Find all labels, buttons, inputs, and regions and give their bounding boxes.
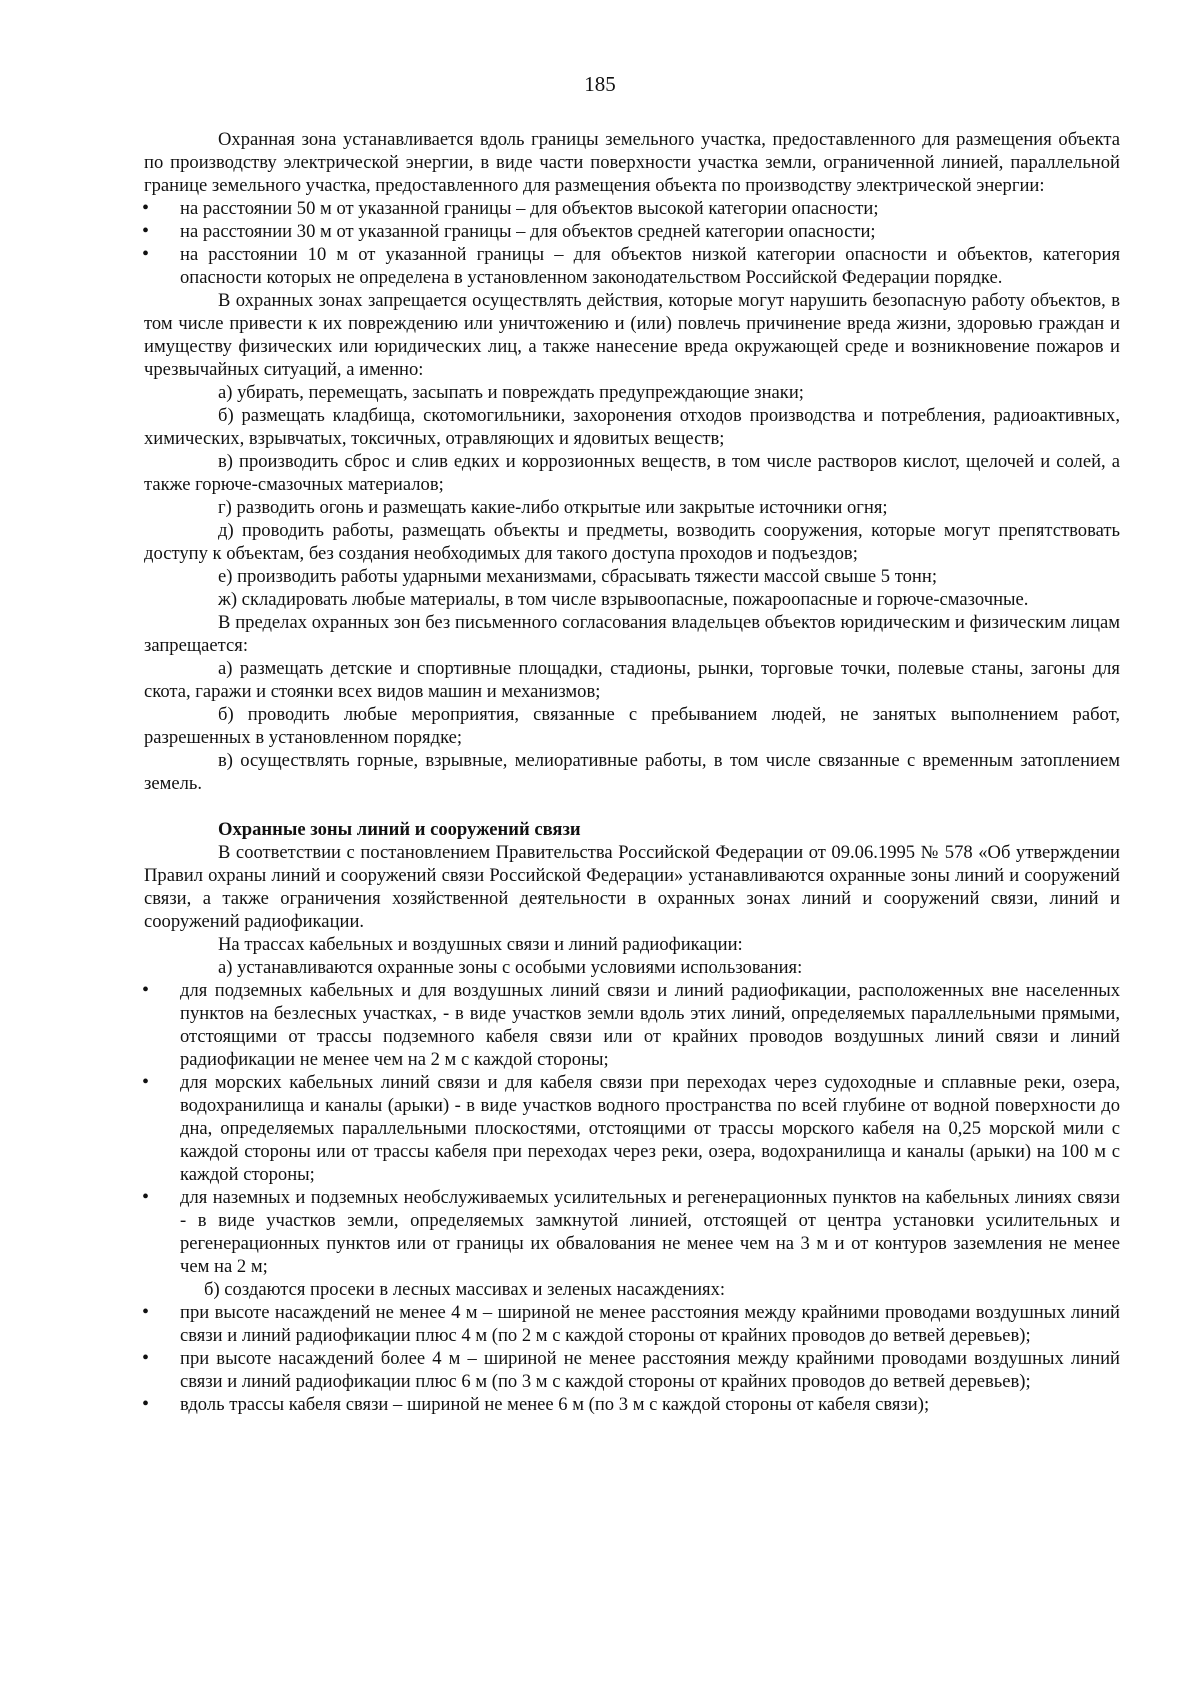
list-item: в) производить сброс и слив едких и коррозионных веществ, в том числе растворов кислот, щелочей и солей, а также горюче-смазочных материалов;	[144, 451, 1120, 495]
list-item: • при высоте насаждений более 4 м – шириной не менее расстояния между крайними проводами воздушных линий связи и линий радиофикации плюс 6 м (по 3 м с каждой стороны от крайних проводов до ветвей деревьев);	[144, 1347, 1120, 1393]
paragraph: В соответствии с постановлением Правительства Российской Федерации от 09.06.1995 № 578 «Об утверждении Правил охраны линий и сооружений связи Российской Федерации» устанавливаются охранные зоны линий и сооружений связи, а также ограничения хозяйственной деятельности в охранных зонах линий и сооружений связи, линий и сооружений радиофикации.	[144, 842, 1120, 932]
paragraph: В пределах охранных зон без письменного согласования владельцев объектов юридическим и физическим лицам запрещается:	[144, 612, 1120, 656]
paragraph: Охранная зона устанавливается вдоль границы земельного участка, предоставленного для размещения объекта по производству электрической энергии, в виде части поверхности участка земли, ограниченной линией, параллельной границе земельного участка, предоставленного для размещения объекта по производству электрической энергии:	[144, 129, 1120, 196]
list-item: б) размещать кладбища, скотомогильники, захоронения отходов производства и потребления, радиоактивных, химических, взрывчатых, токсичных, отравляющих и ядовитых веществ;	[144, 405, 1120, 449]
list-item: • на расстоянии 10 м от указанной границы – для объектов низкой категории опасности и объектов, категория опасности которых не определена в установленном законодательством Российской Федерации порядке.	[144, 243, 1120, 289]
page-content	[144, 128, 1120, 1416]
bullet-list	[144, 1301, 1120, 1416]
bullet-list	[144, 197, 1120, 289]
list-item: д) проводить работы, размещать объекты и предметы, возводить сооружения, которые могут препятствовать доступу к объектам, без создания необходимых для такого доступа проходов и подъездов;	[144, 520, 1120, 564]
list-item: б) проводить любые мероприятия, связанные с пребыванием людей, не занятых выполнением работ, разрешенных в установленном порядке;	[144, 704, 1120, 748]
paragraph: В охранных зонах запрещается осуществлять действия, которые могут нарушить безопасную работу объектов, в том числе привести к их повреждению или уничтожению и (или) повлечь причинение вреда жизни, здоровью граждан и имуществу физических или юридических лиц, а также нанесение вреда окружающей среде и возникновение пожаров и чрезвычайных ситуаций, а именно:	[144, 290, 1120, 380]
list-item: • на расстоянии 30 м от указанной границы – для объектов средней категории опасности;	[144, 220, 1120, 243]
list-item: ж) складировать любые материалы, в том числе взрывоопасные, пожароопасные и горюче-смазочные.	[218, 589, 1029, 610]
list-item: а) убирать, перемещать, засыпать и повреждать предупреждающие знаки;	[218, 382, 804, 403]
paragraph: На трассах кабельных и воздушных связи и линий радиофикации:	[218, 934, 743, 955]
list-item: в) осуществлять горные, взрывные, мелиоративные работы, в том числе связанные с временным затоплением земель.	[144, 750, 1120, 794]
list-item: а) устанавливаются охранные зоны с особыми условиями использования:	[218, 957, 803, 978]
list-item: • при высоте насаждений не менее 4 м – шириной не менее расстояния между крайними проводами воздушных линий связи и линий радиофикации плюс 4 м (по 2 м с каждой стороны от крайних проводов до ветвей деревьев);	[144, 1301, 1120, 1347]
list-item: • для морских кабельных линий связи и для кабеля связи при переходах через судоходные и сплавные реки, озера, водохранилища и каналы (арыки) - в виде участков водного пространства по всей глубине от водной поверхности до дна, определяемых параллельными плоскостями, отстоящими от трассы морского кабеля на 0,25 морской мили с каждой стороны или от трассы кабеля при переходах через реки, озера, водохранилища и каналы (арыки) на 100 м с каждой стороны;	[144, 1071, 1120, 1186]
page-number: 185	[584, 72, 616, 96]
list-item: е) производить работы ударными механизмами, сбрасывать тяжести массой свыше 5 тонн;	[218, 566, 937, 587]
list-item: • на расстоянии 50 м от указанной границы – для объектов высокой категории опасности;	[144, 197, 1120, 220]
section-heading: Охранные зоны линий и сооружений связи	[218, 819, 581, 840]
list-item: г) разводить огонь и размещать какие-либо открытые или закрытые источники огня;	[218, 497, 888, 518]
list-item: • для подземных кабельных и для воздушных линий связи и линий радиофикации, расположенных вне населенных пунктов на безлесных участках, - в виде участков земли вдоль этих линий, определяемых параллельными прямыми, отстоящими от трассы подземного кабеля связи или от крайних проводов воздушных линий связи и линий радиофикации не менее чем на 2 м с каждой стороны;	[144, 979, 1120, 1071]
list-item: • для наземных и подземных необслуживаемых усилительных и регенерационных пунктов на кабельных линиях связи - в виде участков земли, определяемых замкнутой линией, отстоящей от центра установки усилительных и регенерационных пунктов или от границы их обвалования не менее чем на 3 м и от контуров заземления не менее чем на 2 м;	[144, 1186, 1120, 1278]
list-item: б) создаются просеки в лесных массивах и зеленых насаждениях:	[204, 1279, 726, 1300]
list-item: • вдоль трассы кабеля связи – шириной не менее 6 м (по 3 м с каждой стороны от кабеля связи);	[144, 1393, 1120, 1416]
list-item: а) размещать детские и спортивные площадки, стадионы, рынки, торговые точки, полевые станы, загоны для скота, гаражи и стоянки всех видов машин и механизмов;	[144, 658, 1120, 702]
bullet-list	[144, 979, 1120, 1278]
